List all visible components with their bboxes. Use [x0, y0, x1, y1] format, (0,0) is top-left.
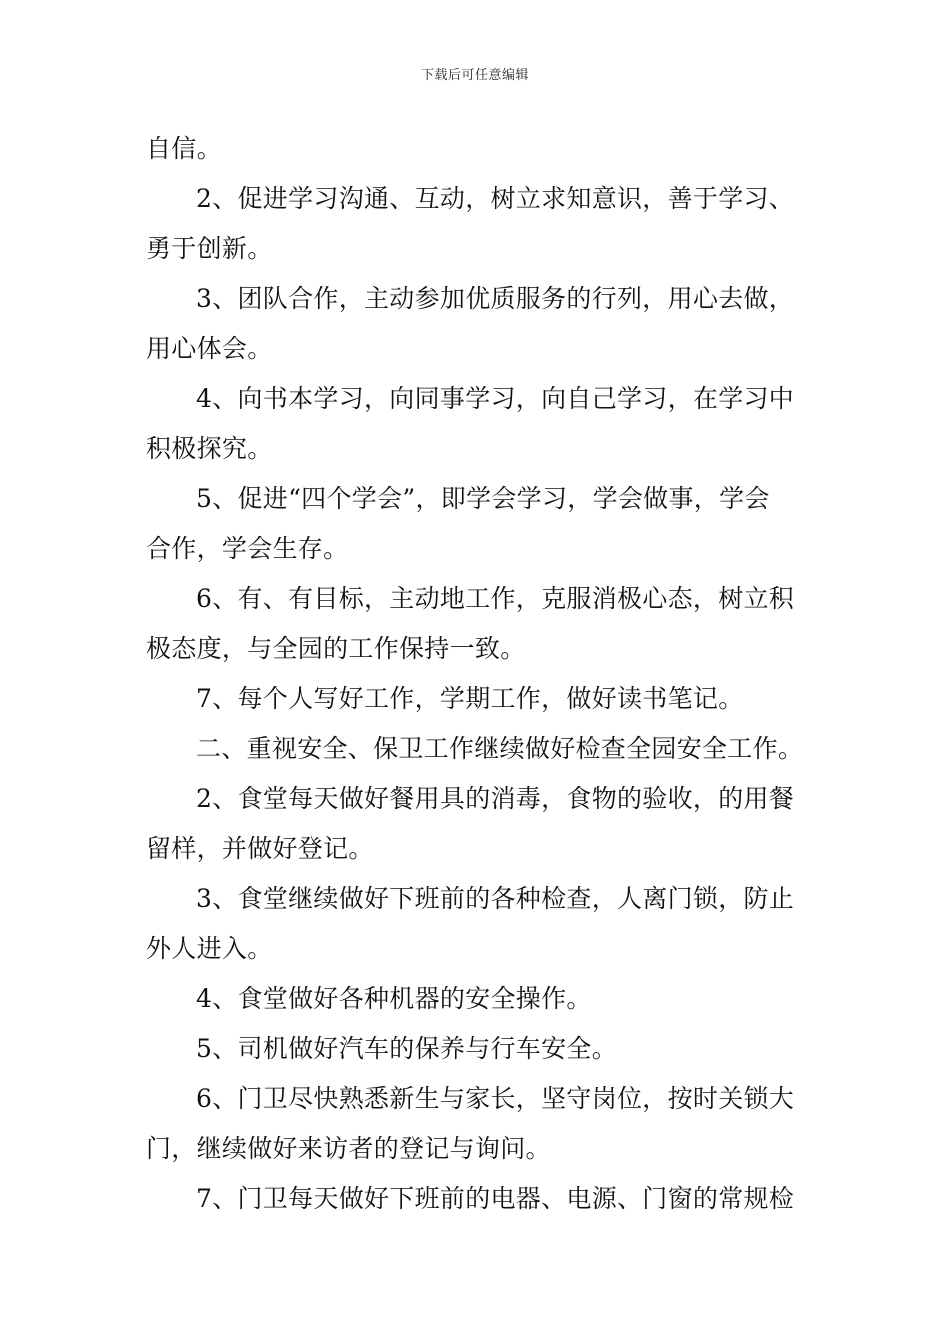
text-line-2: 2、促进学习沟通、互动，树立求知意识，善于学习、 [196, 184, 795, 213]
text-line-16: 3、食堂继续做好下班前的各种检查，人离门锁，防止 [196, 884, 795, 913]
text-line-15: 留样，并做好登记。 [146, 834, 374, 863]
text-line-12: 7、每个人写好工作，学期工作，做好读书笔记。 [196, 684, 744, 713]
text-line-22: 7、门卫每天做好下班前的电器、电源、门窗的常规检 [196, 1184, 795, 1213]
text-line-19: 5、司机做好汽车的保养与行车安全。 [196, 1034, 618, 1063]
text-line-7: 积极探究。 [146, 434, 273, 463]
text-line-20: 6、门卫尽快熟悉新生与家长，坚守岗位，按时关锁大 [196, 1084, 795, 1113]
text-line-18: 4、食堂做好各种机器的安全操作。 [196, 984, 592, 1013]
text-line-3: 勇于创新。 [146, 234, 273, 263]
text-line-8: 5、促进“四个学会”，即学会学习，学会做事，学会 [196, 484, 770, 513]
text-line-6: 4、向书本学习，向同事学习，向自己学习，在学习中 [196, 384, 795, 413]
text-line-11: 极态度，与全园的工作保持一致。 [146, 634, 526, 663]
document-body [146, 124, 810, 1224]
text-line-5: 用心体会。 [146, 334, 273, 363]
text-line-21: 门，继续做好来访者的登记与询问。 [146, 1134, 551, 1163]
text-line-1: 自信。 [146, 134, 222, 163]
text-line-4: 3、团队合作，主动参加优质服务的行列，用心去做， [196, 284, 795, 313]
text-line-10: 6、有、有目标，主动地工作，克服消极心态，树立积 [196, 584, 795, 613]
text-line-9: 合作，学会生存。 [146, 534, 349, 563]
text-line-17: 外人进入。 [146, 934, 273, 963]
text-line-13: 二、重视安全、保卫工作继续做好检查全园安全工作。 [196, 734, 804, 763]
page-header: 下载后可任意编辑 [420, 68, 529, 83]
text-line-14: 2、食堂每天做好餐用具的消毒，食物的验收，的用餐 [196, 784, 795, 813]
